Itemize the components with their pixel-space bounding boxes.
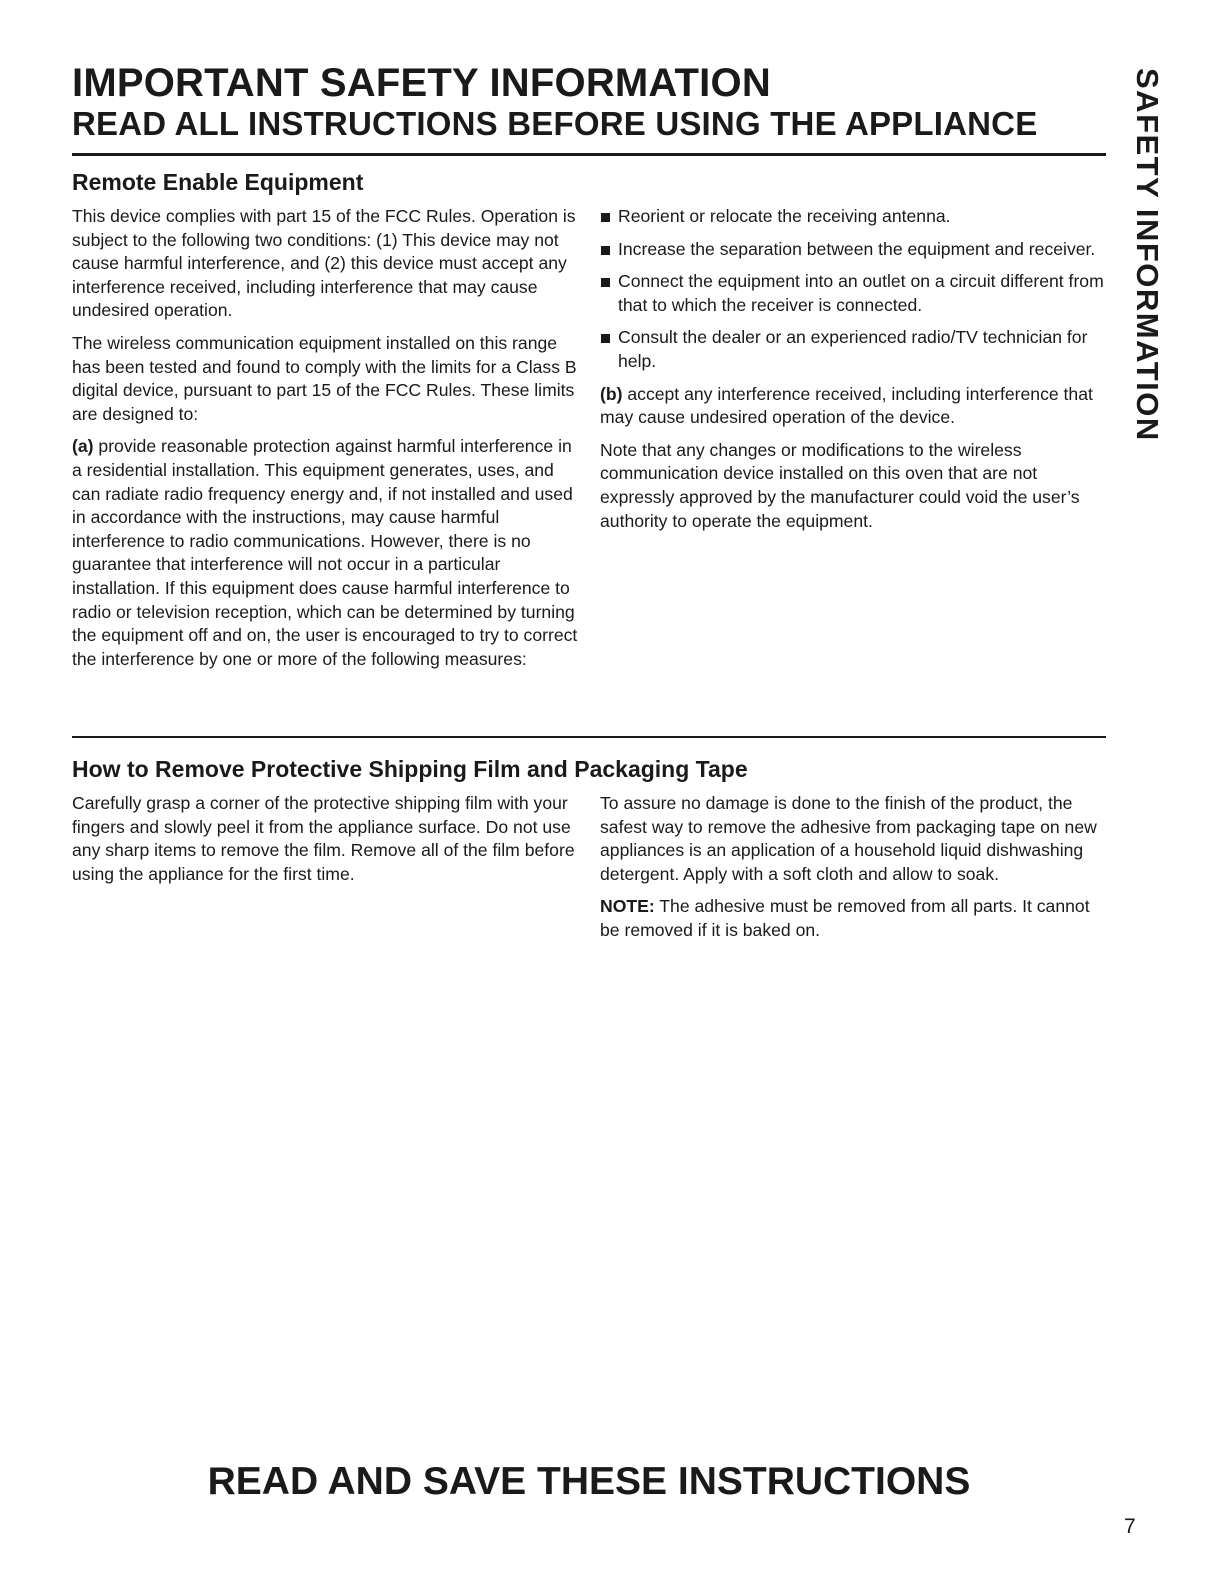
interference-measures-list: [600, 205, 1106, 374]
remote-enable-heading: Remote Enable Equipment: [72, 169, 364, 195]
condition-b-paragraph: [600, 383, 1106, 430]
condition-a-label: (a): [72, 436, 94, 457]
modifications-note-paragraph: Note that any changes or modifications to the wireless communication device installed on this oven that are not expressly approved by the manufacturer could void the user’s authority to operate the equipment.: [600, 439, 1080, 531]
section-divider: [72, 736, 1106, 738]
film-left-column: [72, 792, 578, 952]
header-divider: [72, 153, 1106, 156]
square-bullet-icon: [601, 213, 610, 222]
condition-a-paragraph: [72, 435, 578, 671]
film-right-column: [600, 792, 1106, 952]
shipping-film-heading: How to Remove Protective Shipping Film and Packaging Tape: [72, 756, 748, 782]
adhesive-note-paragraph: [600, 895, 1106, 942]
list-item: Consult the dealer or an experienced radio/TV technician for help.: [600, 326, 1106, 373]
square-bullet-icon: [601, 278, 610, 287]
remote-right-column: [600, 205, 1106, 680]
page-header: [72, 62, 1106, 156]
note-text: The adhesive must be removed from all parts. It cannot be removed if it is baked on.: [600, 896, 1090, 940]
page-subtitle: READ ALL INSTRUCTIONS BEFORE USING THE APPLIANCE: [72, 105, 1038, 142]
page-title: IMPORTANT SAFETY INFORMATION: [72, 61, 771, 105]
list-item: Connect the equipment into an outlet on a circuit different from that to which the receiver is connected.: [600, 270, 1106, 317]
film-removal-paragraph: Carefully grasp a corner of the protective shipping film with your fingers and slowly peel it from the appliance surface. Do not use any sharp items to remove the film. Remove all of the film before using the appliance for the first time.: [72, 793, 575, 884]
condition-b-label: (b): [600, 383, 623, 404]
list-item: Reorient or relocate the receiving antenna.: [600, 205, 1106, 229]
shipping-film-section: [72, 754, 1106, 952]
read-and-save-banner: READ AND SAVE THESE INSTRUCTIONS: [207, 1460, 971, 1503]
square-bullet-icon: [601, 246, 610, 255]
note-label: NOTE:: [600, 896, 655, 917]
adhesive-removal-paragraph: To assure no damage is done to the finish of the product, the safest way to remove the adhesive from packaging tape on new appliances is an application of a household liquid dishwashing detergent. Apply with a soft cloth and allow to soak.: [600, 793, 1097, 884]
page-number: 7: [1124, 1515, 1136, 1538]
condition-b-text: accept any interference received, including interference that may cause undesired operation of the device.: [600, 383, 1093, 428]
square-bullet-icon: [601, 334, 610, 343]
remote-enable-section: [72, 167, 1106, 680]
remote-left-column: [72, 205, 578, 680]
list-item: Increase the separation between the equipment and receiver.: [600, 238, 1106, 262]
fcc-compliance-paragraph: This device complies with part 15 of the FCC Rules. Operation is subject to the following two conditions: (1) This device may not cause harmful interference, and (2) this device must accept any interference received, including interference that may cause undesired operation.: [72, 206, 576, 321]
condition-a-text: provide reasonable protection against harmful interference in a residential installation. This equipment generates, uses, and can radiate radio frequency energy and, if not installed and used in accordance with the instructions, may cause harmful interference to radio communications. However, there is no guarantee that interference will not occur in a particular installation. If this equipment does cause harmful interference to radio or television reception, which can be determined by turning the equipment off and on, the user is encouraged to try to correct the interference by one or more of the following measures:: [72, 436, 578, 669]
wireless-equipment-paragraph: The wireless communication equipment installed on this range has been tested and found to comply with the limits for a Class B digital device, pursuant to part 15 of the FCC Rules. These limits are designed to:: [72, 332, 577, 424]
side-section-tab: SAFETY INFORMATION: [1130, 68, 1165, 442]
